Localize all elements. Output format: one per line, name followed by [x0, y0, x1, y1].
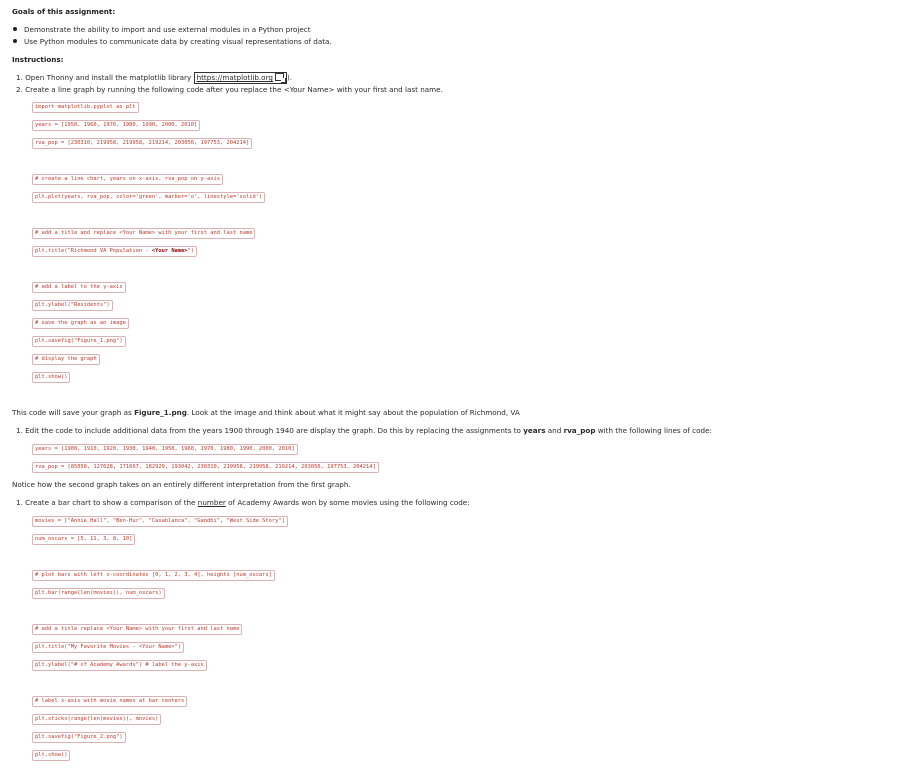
code-bar: plt.bar(range(len(movies)), num_oscars): [32, 588, 165, 599]
goals-heading: Goals of this assignment:: [12, 7, 116, 16]
instructions-heading: Instructions:: [12, 55, 64, 64]
bar-step-underlined: number: [197, 498, 226, 507]
code-title: [32, 246, 197, 257]
step-1-prefix: 1. Open Thonny and install the matplotlib library: [16, 73, 194, 82]
code-comment-bar-title: # add a title replace <Your Name> with your first and last name: [32, 624, 242, 635]
edit-suffix: with the following lines of code:: [595, 426, 712, 435]
edit-mid: and: [545, 426, 564, 435]
code-comment-xaxis: # label x-axis with movie names at bar centers: [32, 696, 187, 707]
code-plot: plt.plot(years, rva_pop, color='green', marker='o', linestyle='solid'): [32, 192, 265, 203]
edit-bold-years: years: [523, 426, 546, 435]
code-bar-title: plt.title("My Favorite Movies - <Your Name>"): [32, 642, 184, 653]
bar-chart-step: [16, 498, 470, 507]
code-title-name: <Your Name>: [151, 248, 188, 254]
external-link-icon: [275, 73, 284, 81]
code-comment-bars: # plot bars with left x-coordinates [0, 1, 2, 3, 4], heights [num_oscars]: [32, 570, 275, 581]
code-years-extended: years = [1900, 1910, 1920, 1930, 1940, 1950, 1960, 1970, 1980, 1990, 2000, 2010]: [32, 444, 298, 455]
code-bar-ylabel: plt.ylabel("# of Academy Awards") # label the y-axis: [32, 660, 207, 671]
code-comment-display: # display the graph: [32, 354, 100, 365]
edit-step: [16, 426, 712, 435]
bar-step-prefix: 1. Create a bar chart to show a comparison of the: [16, 498, 198, 507]
edit-prefix: 1. Edit the code to include additional data from the years 1900 through 1940 are display the graph. Do this by replacing the assignments to: [16, 426, 524, 435]
goal-item-1: Demonstrate the ability to import and use external modules in a Python project: [24, 25, 311, 34]
code-show: plt.show(): [32, 372, 70, 383]
code-title-prefix: plt.title("Richmond VA Population -: [35, 248, 152, 254]
code-bar-savefig: plt.savefig("Figure_2.png"): [32, 732, 126, 743]
code-comment-ylabel: # add a label to the y-axis: [32, 282, 126, 293]
matplotlib-link-text[interactable]: https://matplotlib.org: [196, 73, 273, 82]
para-suffix: . Look at the image and think about what it might say about the population of Richmond, VA: [186, 408, 520, 417]
bullet-icon: [13, 27, 17, 31]
bar-step-suffix: of Academy Awards won by some movies using the following code:: [225, 498, 470, 507]
goal-item-2: Use Python modules to communicate data by creating visual representations of data.: [24, 37, 332, 46]
step-1-suffix: ).: [286, 73, 293, 82]
para-bold-filename: Figure_1.png: [134, 408, 187, 417]
code-movies: movies = ["Annie Hall", "Ben-Hur", "Casablanca", "Gandhi", "West Side Story"]: [32, 516, 288, 527]
para-prefix: This code will save your graph as: [12, 408, 135, 417]
code-ylabel: plt.ylabel("Residents"): [32, 300, 113, 311]
figure-1-paragraph: [12, 408, 520, 417]
bullet-icon: [13, 39, 17, 43]
code-comment-save: # save the graph as an image: [32, 318, 129, 329]
code-rva-pop-extended: rva_pop = [85050, 127628, 171667, 182929, 193042, 230310, 219958, 219958, 219214, 203056, 197753, 204214]: [32, 462, 379, 473]
code-title-suffix: "): [187, 248, 195, 254]
code-comment-line-chart: # create a line chart, years on x-axis, rva_pop on y-axis: [32, 174, 223, 185]
code-bar-show: plt.show(): [32, 750, 70, 761]
matplotlib-link[interactable]: [194, 72, 287, 84]
code-xticks: plt.xticks(range(len(movies)), movies): [32, 714, 161, 725]
code-savefig: plt.savefig("Figure_1.png"): [32, 336, 126, 347]
code-num-oscars: num_oscars = [5, 11, 3, 8, 10]: [32, 534, 135, 545]
notice-paragraph: Notice how the second graph takes on an entirely different interpretation from the first graph.: [12, 480, 351, 489]
code-rva-pop: rva_pop = [230310, 219958, 219958, 219214, 203056, 197753, 204214]: [32, 138, 252, 149]
step-2: 2. Create a line graph by running the following code after you replace the <Your Name> with your first and last name.: [16, 85, 443, 94]
code-years: years = [1950, 1960, 1970, 1980, 1990, 2000, 2010]: [32, 120, 200, 131]
edit-bold-rva-pop: rva_pop: [563, 426, 596, 435]
step-1: [16, 72, 292, 84]
code-import: import matplotlib.pyplot as plt: [32, 102, 139, 113]
code-comment-title: # add a title and replace <Your Name> with your first and last name: [32, 228, 255, 239]
